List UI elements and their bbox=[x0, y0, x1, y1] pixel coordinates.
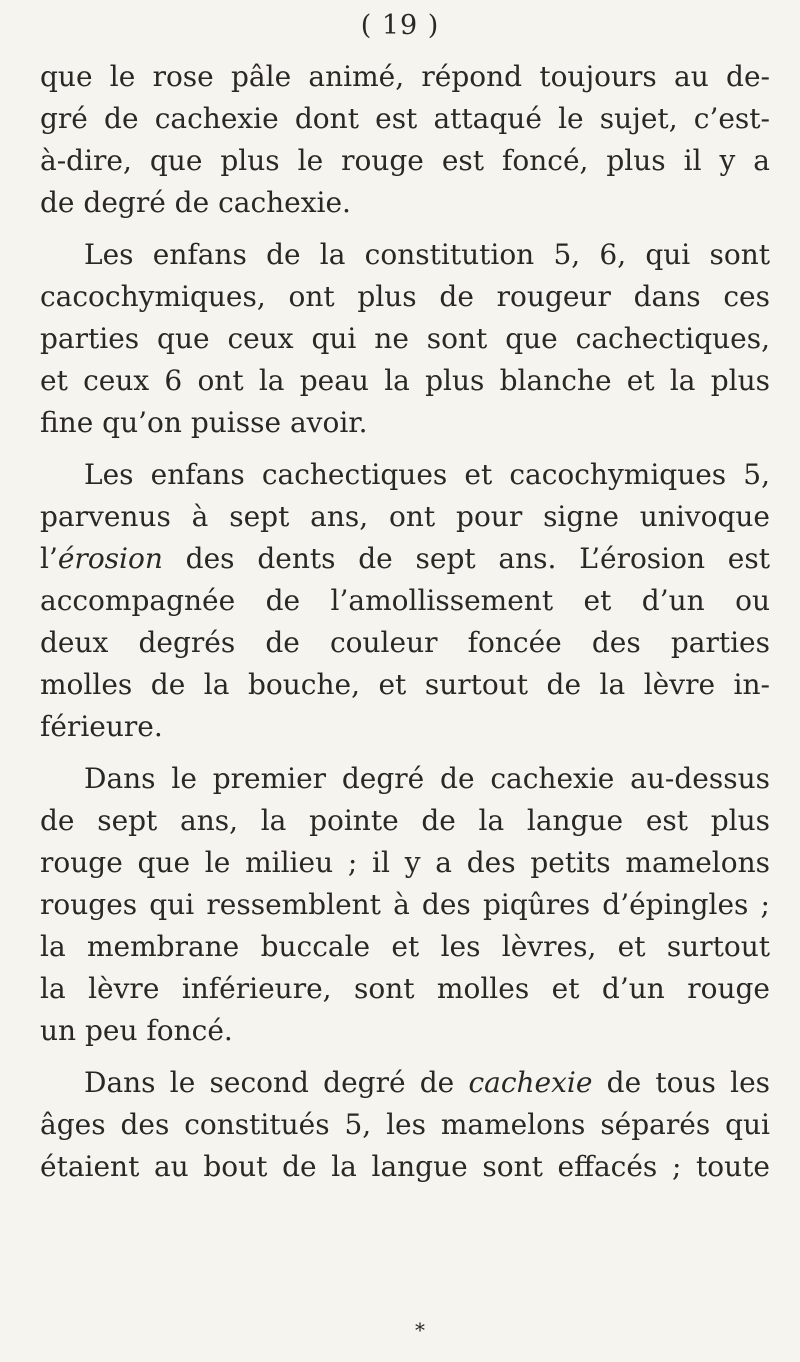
paragraph-5 bbox=[40, 1062, 770, 1188]
text-line-with-italic bbox=[40, 1062, 770, 1104]
text-line: étaient au bout de la langue sont effacés ; toute bbox=[40, 1150, 770, 1183]
text-fragment: Dans le second degré de bbox=[84, 1066, 469, 1099]
text-line: âges des constitués 5, les mamelons séparés qui bbox=[40, 1108, 770, 1141]
text-fragment: des dents de sept ans. L’érosion est bbox=[162, 542, 770, 575]
text-line: de degré de cachexie. bbox=[40, 186, 351, 219]
text-line: férieure. bbox=[40, 710, 163, 743]
text-line: un peu foncé. bbox=[40, 1014, 233, 1047]
text-line: rouge que le milieu ; il y a des petits mamelons bbox=[40, 846, 770, 879]
text-line: Les enfans cachectiques et cacochymiques 5, bbox=[84, 458, 770, 491]
text-line: que le rose pâle animé, répond toujours au de- bbox=[40, 60, 770, 93]
italic-term: cachexie bbox=[468, 1066, 593, 1099]
text-line-with-italic bbox=[40, 538, 770, 580]
text-line: molles de la bouche, et surtout de la lèvre in- bbox=[40, 668, 770, 701]
text-fragment: de tous les bbox=[592, 1066, 771, 1099]
text-line: et ceux 6 ont la peau la plus blanche et la plus bbox=[40, 364, 770, 397]
text-line: parvenus à sept ans, ont pour signe univoque bbox=[40, 500, 770, 533]
text-line: deux degrés de couleur foncée des parties bbox=[40, 626, 770, 659]
body-text bbox=[40, 56, 770, 1188]
text-line: la membrane buccale et les lèvres, et surtout bbox=[40, 930, 770, 963]
text-line: parties que ceux qui ne sont que cachectiques, bbox=[40, 322, 770, 355]
text-line: Les enfans de la constitution 5, 6, qui sont bbox=[84, 238, 770, 271]
text-line: cacochymiques, ont plus de rougeur dans ces bbox=[40, 280, 770, 313]
text-line: gré de cachexie dont est attaqué le sujet, c’est- bbox=[40, 102, 770, 135]
text-fragment: l’ bbox=[40, 542, 58, 575]
text-line: la lèvre inférieure, sont molles et d’un rouge bbox=[40, 972, 770, 1005]
text-line: à-dire, que plus le rouge est foncé, plus il y a bbox=[40, 144, 770, 177]
signature-mark: * bbox=[415, 1318, 425, 1342]
text-line: fine qu’on puisse avoir. bbox=[40, 406, 368, 439]
page-number: ( 19 ) bbox=[360, 10, 440, 41]
paragraph-1 bbox=[40, 56, 770, 224]
paragraph-2 bbox=[40, 234, 770, 444]
paragraph-3 bbox=[40, 454, 770, 748]
text-line: de sept ans, la pointe de la langue est plus bbox=[40, 804, 770, 837]
text-line: rouges qui ressemblent à des piqûres d’épingles ; bbox=[40, 888, 770, 921]
paragraph-4 bbox=[40, 758, 770, 1052]
text-line: accompagnée de l’amollissement et d’un ou bbox=[40, 584, 770, 617]
italic-term: érosion bbox=[57, 542, 163, 575]
text-line: Dans le premier degré de cachexie au-dessus bbox=[84, 762, 770, 795]
